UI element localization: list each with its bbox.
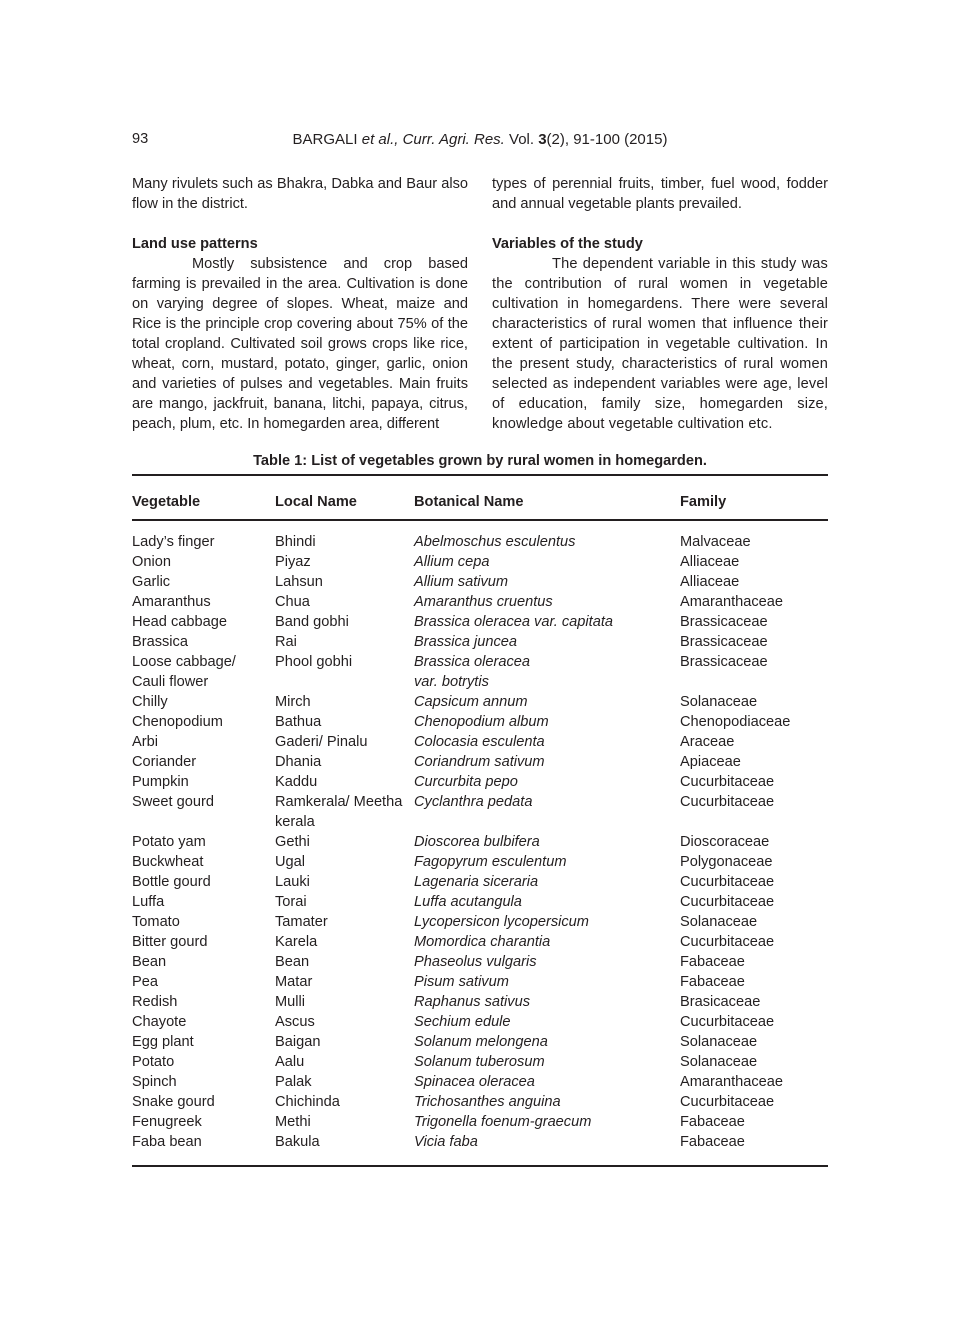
cell-family: Solanaceae	[680, 914, 758, 930]
variables-paragraph: The dependent variable in this study was the contribution of rural women in vegetable cultivation in homegardens. There were several characteristics of rural women that influence their extent of participation in vegetable cultivation. In the present study, characteristics of rural women selected as independent variables were age, level of education, family size, homegarden size, knowledge about vegetable cultivation etc.	[492, 256, 828, 432]
cell-family: Cucurbitaceae	[680, 1094, 775, 1110]
table-row	[132, 1012, 828, 1032]
cell-family: Brassicaceae	[680, 654, 768, 670]
cell-local-name: Gaderi/ Pinalu	[275, 734, 368, 750]
cell-local-name: Mirch	[275, 694, 311, 710]
cell-botanical-name: Solanum melongena	[414, 1034, 548, 1050]
table-row	[132, 692, 828, 712]
cell-botanical-name: Lagenaria siceraria	[414, 874, 539, 890]
cell-botanical-name: Allium sativum	[414, 574, 509, 590]
cell-vegetable: Faba bean	[132, 1134, 202, 1150]
cell-botanical-name: Capsicum annum	[414, 694, 528, 710]
cell-botanical-name: Chenopodium album	[414, 714, 549, 730]
table-row	[132, 552, 828, 572]
running-header	[0, 131, 960, 148]
cell-local-name: Ugal	[275, 854, 306, 870]
cell-local-name: Palak	[275, 1074, 312, 1090]
table-row	[132, 992, 828, 1012]
table-header-row	[132, 492, 828, 512]
cell-family: Alliaceae	[680, 554, 740, 570]
table-row	[132, 972, 828, 992]
table-row	[132, 912, 828, 932]
cell-vegetable: Brassica	[132, 634, 188, 650]
cell-botanical-name: Colocasia esculenta	[414, 734, 545, 750]
cell-botanical-name: Pisum sativum	[414, 974, 509, 990]
cell-local-name: Methi	[275, 1114, 311, 1130]
cell-vegetable: Lady’s finger	[132, 534, 215, 550]
column-header-botanical-name: Botanical Name	[414, 494, 524, 510]
header-author: BARGALI	[292, 131, 362, 148]
table-row	[132, 752, 828, 772]
cell-vegetable: Loose cabbage/ Cauli flower	[132, 654, 236, 690]
cell-family: Amaranthaceae	[680, 594, 784, 610]
cell-local-name: Lahsun	[275, 574, 323, 590]
cell-local-name: Piyaz	[275, 554, 311, 570]
cell-family: Malvaceae	[680, 534, 751, 550]
cell-local-name: Dhania	[275, 754, 322, 770]
cell-vegetable: Head cabbage	[132, 614, 227, 630]
cell-family: Apiaceae	[680, 754, 741, 770]
cell-botanical-name: Brassica oleracea var. botrytis	[414, 654, 530, 690]
table-row	[132, 1132, 828, 1152]
section-heading-variables: Variables of the study	[492, 236, 643, 252]
cell-family: Fabaceae	[680, 1114, 745, 1130]
cell-vegetable: Snake gourd	[132, 1094, 215, 1110]
header-vol-prefix: Vol.	[504, 131, 539, 148]
cell-family: Dioscoraceae	[680, 834, 770, 850]
cell-botanical-name: Curcurbita pepo	[414, 774, 518, 790]
cell-local-name: Bakula	[275, 1134, 320, 1150]
cell-botanical-name: Fagopyrum esculentum	[414, 854, 567, 870]
cell-family: Cucurbitaceae	[680, 934, 775, 950]
table-row	[132, 1072, 828, 1092]
table-row	[132, 1112, 828, 1132]
table-row	[132, 832, 828, 852]
cell-vegetable: Arbi	[132, 734, 158, 750]
cell-family: Araceae	[680, 734, 735, 750]
column-header-local-name: Local Name	[275, 494, 357, 510]
cell-vegetable: Onion	[132, 554, 171, 570]
cell-local-name: Ramkerala/ Meetha kerala	[275, 794, 403, 830]
cell-vegetable: Sweet gourd	[132, 794, 214, 810]
cell-family: Brassicaceae	[680, 634, 768, 650]
cell-botanical-name: Abelmoschus esculentus	[414, 534, 576, 550]
left-intro-paragraph: Many rivulets such as Bhakra, Dabka and Baur also flow in the district.	[132, 176, 468, 212]
cell-botanical-name: Trigonella foenum-graecum	[414, 1114, 592, 1130]
table-row	[132, 852, 828, 872]
cell-botanical-name: Cyclanthra pedata	[414, 794, 533, 810]
cell-family: Fabaceae	[680, 974, 745, 990]
cell-family: Cucurbitaceae	[680, 894, 775, 910]
table-bottom-rule	[132, 1165, 828, 1167]
cell-local-name: Matar	[275, 974, 313, 990]
cell-botanical-name: Phaseolus vulgaris	[414, 954, 537, 970]
cell-local-name: Chichinda	[275, 1094, 340, 1110]
cell-botanical-name: Solanum tuberosum	[414, 1054, 545, 1070]
cell-local-name: Band gobhi	[275, 614, 349, 630]
cell-family: Cucurbitaceae	[680, 874, 775, 890]
cell-vegetable: Egg plant	[132, 1034, 194, 1050]
table-row	[132, 772, 828, 792]
table-row	[132, 652, 828, 692]
cell-local-name: Bean	[275, 954, 310, 970]
cell-vegetable: Tomato	[132, 914, 180, 930]
table-row	[132, 952, 828, 972]
cell-family: Alliaceae	[680, 574, 740, 590]
cell-vegetable: Luffa	[132, 894, 165, 910]
cell-botanical-name: Lycopersicon lycopersicum	[414, 914, 589, 930]
table-row	[132, 872, 828, 892]
left-column	[132, 174, 468, 434]
cell-local-name: Bhindi	[275, 534, 316, 550]
cell-local-name: Ascus	[275, 1014, 315, 1030]
cell-botanical-name: Momordica charantia	[414, 934, 551, 950]
cell-family: Polygonaceae	[680, 854, 773, 870]
cell-family: Cucurbitaceae	[680, 1014, 775, 1030]
cell-botanical-name: Dioscorea bulbifera	[414, 834, 540, 850]
cell-vegetable: Buckwheat	[132, 854, 204, 870]
table-row	[132, 932, 828, 952]
table-header-rule	[132, 519, 828, 521]
column-header-vegetable: Vegetable	[132, 494, 201, 510]
cell-family: Brasicaceae	[680, 994, 761, 1010]
cell-vegetable: Chayote	[132, 1014, 187, 1030]
cell-vegetable: Pumpkin	[132, 774, 189, 790]
cell-botanical-name: Luffa acutangula	[414, 894, 522, 910]
table-caption: Table 1: List of vegetables grown by rural women in homegarden.	[253, 453, 707, 469]
table-row	[132, 632, 828, 652]
cell-vegetable: Bottle gourd	[132, 874, 211, 890]
right-intro-paragraph: types of perennial fruits, timber, fuel wood, fodder and annual vegetable plants prevailed.	[492, 176, 828, 212]
cell-family: Amaranthaceae	[680, 1074, 784, 1090]
table-row	[132, 572, 828, 592]
cell-vegetable: Chilly	[132, 694, 168, 710]
cell-local-name: Tamater	[275, 914, 328, 930]
cell-local-name: Bathua	[275, 714, 322, 730]
cell-vegetable: Bean	[132, 954, 167, 970]
land-use-paragraph: Mostly subsistence and crop based farming is prevailed in the area. Cultivation is done on varying degree of slopes. Wheat, maize and Rice is the principle crop covering about 75% of the total cropland. Cultivated soil grows crops like rice, wheat, corn, mustard, potato, ginger, garlic, onion and varieties of pulses and vegetables. Main fruits are mango, jackfruit, banana, litchi, papaya, citrus, peach, plum, etc. In homegarden area, different	[132, 256, 468, 432]
table-row	[132, 792, 828, 832]
cell-family: Brassicaceae	[680, 614, 768, 630]
cell-family: Fabaceae	[680, 954, 745, 970]
cell-vegetable: Bitter gourd	[132, 934, 208, 950]
cell-local-name: Rai	[275, 634, 297, 650]
cell-local-name: Chua	[275, 594, 310, 610]
cell-local-name: Kaddu	[275, 774, 318, 790]
cell-vegetable: Spinch	[132, 1074, 177, 1090]
table-row	[132, 592, 828, 612]
cell-vegetable: Potato	[132, 1054, 175, 1070]
cell-botanical-name: Vicia faba	[414, 1134, 478, 1150]
cell-family: Cucurbitaceae	[680, 794, 775, 810]
cell-botanical-name: Brassica oleracea var. capitata	[414, 614, 614, 630]
cell-botanical-name: Trichosanthes anguina	[414, 1094, 561, 1110]
cell-vegetable: Chenopodium	[132, 714, 223, 730]
cell-family: Solanaceae	[680, 1054, 758, 1070]
cell-local-name: Mulli	[275, 994, 305, 1010]
header-issue-pages: (2), 91-100 (2015)	[546, 131, 668, 148]
table-top-rule	[132, 474, 828, 476]
cell-local-name: Karela	[275, 934, 318, 950]
table-row	[132, 1092, 828, 1112]
cell-family: Solanaceae	[680, 1034, 758, 1050]
cell-local-name: Baigan	[275, 1034, 321, 1050]
cell-vegetable: Garlic	[132, 574, 171, 590]
table-row	[132, 732, 828, 752]
cell-botanical-name: Raphanus sativus	[414, 994, 531, 1010]
cell-botanical-name: Allium cepa	[414, 554, 490, 570]
table-row	[132, 532, 828, 552]
cell-local-name: Phool gobhi	[275, 654, 353, 670]
cell-local-name: Aalu	[275, 1054, 305, 1070]
table-row	[132, 1032, 828, 1052]
cell-vegetable: Amaranthus	[132, 594, 211, 610]
cell-vegetable: Pea	[132, 974, 158, 990]
cell-local-name: Lauki	[275, 874, 310, 890]
cell-family: Solanaceae	[680, 694, 758, 710]
table-row	[132, 612, 828, 632]
cell-botanical-name: Amaranthus cruentus	[414, 594, 553, 610]
cell-family: Fabaceae	[680, 1134, 745, 1150]
cell-botanical-name: Coriandrum sativum	[414, 754, 545, 770]
cell-botanical-name: Brassica juncea	[414, 634, 518, 650]
cell-local-name: Gethi	[275, 834, 310, 850]
table-row	[132, 892, 828, 912]
cell-vegetable: Coriander	[132, 754, 197, 770]
table-body	[132, 532, 828, 1152]
table-row	[132, 1052, 828, 1072]
section-heading-land-use: Land use patterns	[132, 236, 258, 252]
cell-family: Chenopodiaceae	[680, 714, 791, 730]
cell-vegetable: Redish	[132, 994, 178, 1010]
page-number: 93	[132, 131, 149, 147]
table-row	[132, 712, 828, 732]
cell-vegetable: Potato yam	[132, 834, 206, 850]
column-header-family: Family	[680, 494, 727, 510]
right-column	[492, 174, 828, 434]
cell-vegetable: Fenugreek	[132, 1114, 202, 1130]
header-journal: et al., Curr. Agri. Res.	[361, 131, 505, 148]
cell-local-name: Torai	[275, 894, 307, 910]
cell-botanical-name: Spinacea oleracea	[414, 1074, 535, 1090]
cell-family: Cucurbitaceae	[680, 774, 775, 790]
header-volume: 3	[538, 131, 547, 148]
cell-botanical-name: Sechium edule	[414, 1014, 511, 1030]
